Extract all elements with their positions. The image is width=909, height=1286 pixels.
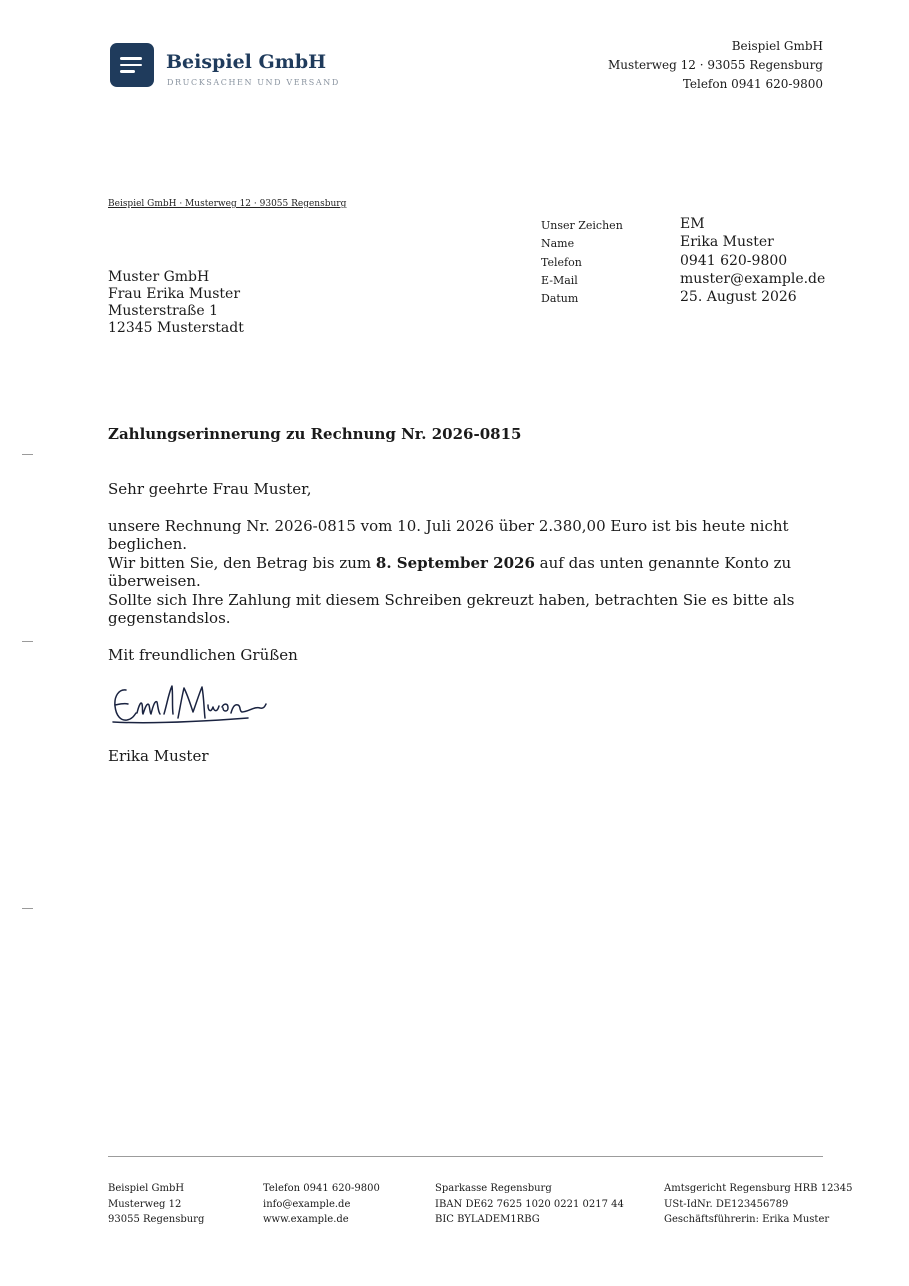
info-label: Name: [541, 237, 575, 251]
sender-company: Beispiel GmbH: [731, 39, 823, 53]
brand-tagline: DRUCKSACHEN UND VERSAND: [167, 78, 340, 87]
footer-line: Telefon 0941 620-9800: [263, 1183, 380, 1194]
info-value: 25. August 2026: [680, 289, 797, 306]
sender-block: [608, 37, 823, 94]
due-date: 8. September 2026: [375, 554, 535, 572]
footer-line: www.example.de: [263, 1214, 349, 1225]
footer-line: USt-IdNr. DE123456789: [664, 1198, 789, 1210]
info-value: muster@example.de: [680, 270, 826, 287]
salutation: Sehr geehrte Frau Muster,: [108, 480, 312, 498]
handwritten-signature: [110, 682, 270, 728]
recipient-line: Frau Erika Muster: [108, 286, 241, 302]
punch-mark: [22, 641, 33, 642]
footer-contact-column: [263, 1181, 380, 1228]
paragraph-2-text-end: auf das unten genannte Konto zu überweisen.: [108, 554, 792, 590]
info-value: Erika Muster: [680, 234, 774, 251]
closing: Mit freundlichen Grüßen: [108, 646, 298, 664]
footer-line: Sparkasse Regensburg: [435, 1183, 552, 1194]
info-label: E-Mail: [541, 273, 578, 287]
footer-line: Musterweg 12: [108, 1198, 182, 1210]
sender-phone: Telefon 0941 620-9800: [682, 77, 823, 91]
footer-bank-column: [435, 1181, 624, 1228]
recipient-line: Muster GmbH: [108, 269, 210, 285]
footer-company-column: [108, 1181, 204, 1228]
fold-mark-bottom: [22, 908, 33, 909]
info-value: EM: [680, 216, 705, 232]
signer-name: Erika Muster: [108, 747, 209, 765]
body-paragraph-3: Sollte sich Ihre Zahlung mit diesem Schreiben gekreuzt haben, betrachten Sie es bitte als gegenstandslos.: [108, 591, 795, 627]
recipient-line: Musterstraße 1: [108, 303, 218, 319]
return-address-line: Beispiel GmbH · Musterweg 12 · 93055 Regensburg: [108, 199, 347, 209]
footer-line: Beispiel GmbH: [108, 1183, 185, 1194]
info-label: Datum: [541, 292, 579, 306]
info-label: Telefon: [541, 255, 582, 269]
fold-mark-top: [22, 454, 33, 455]
paragraph-2-text: Wir bitten Sie, den Betrag bis zum: [108, 554, 376, 572]
footer-line: BIC BYLADEM1RBG: [435, 1214, 540, 1225]
menu-lines-icon: [110, 43, 154, 87]
info-label: Unser Zeichen: [541, 219, 623, 232]
body-paragraph-1: unsere Rechnung Nr. 2026-0815 vom 10. Juli 2026 über 2.380,00 Euro ist bis heute nicht beglichen.: [108, 517, 789, 553]
brand-name: Beispiel GmbH: [166, 51, 327, 73]
footer-line: 93055 Regensburg: [108, 1214, 205, 1225]
footer-divider: [108, 1156, 823, 1157]
footer-line: Geschäftsführerin: Erika Muster: [664, 1214, 830, 1225]
footer-line: Amtsgericht Regensburg HRB 12345: [664, 1183, 853, 1194]
info-value: 0941 620-9800: [680, 252, 788, 269]
footer-legal-column: [664, 1181, 853, 1228]
footer-line: IBAN DE62 7625 1020 0221 0217 44: [435, 1198, 624, 1210]
letter-subject: Zahlungserinnerung zu Rechnung Nr. 2026-0815: [108, 425, 522, 443]
recipient-address: [108, 269, 244, 337]
sender-address: Musterweg 12 · 93055 Regensburg: [607, 58, 823, 72]
recipient-line: 12345 Musterstadt: [108, 320, 244, 336]
footer-line: info@example.de: [263, 1198, 351, 1210]
body-paragraph-2: [108, 554, 822, 590]
